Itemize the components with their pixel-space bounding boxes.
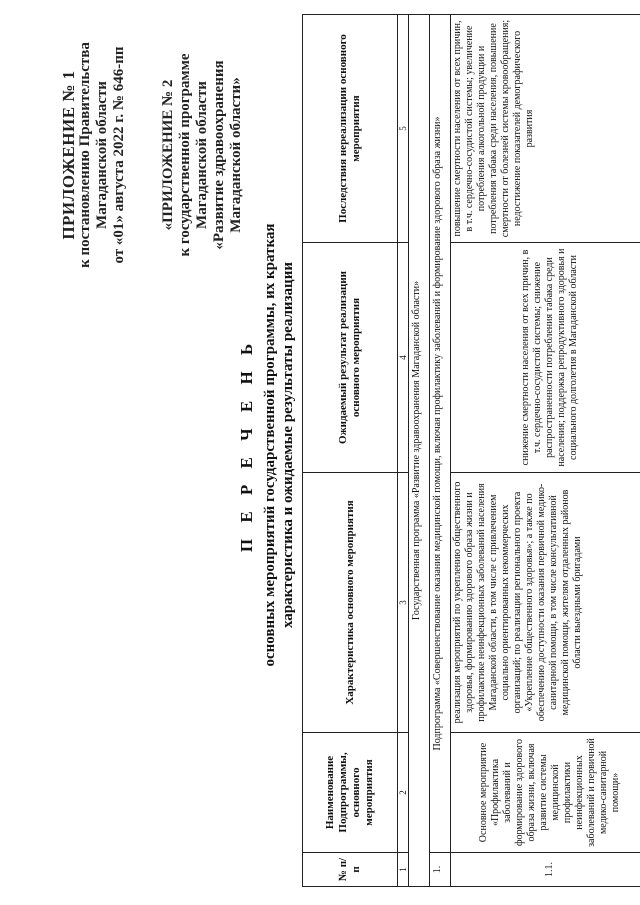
- column-number: 5: [398, 15, 409, 243]
- header-consequences: Последствия нереализации основного мероприятия: [303, 15, 398, 243]
- program-title: Государственная программа «Развитие здравоохранения Магаданской области»: [409, 15, 430, 887]
- title-line-2: характеристика и ожидаемые результаты реализации: [280, 262, 296, 629]
- column-number: 2: [398, 733, 409, 853]
- quoted-appendix-title: «ПРИЛОЖЕНИЕ № 2: [160, 79, 176, 231]
- subprogram-row: [430, 15, 451, 887]
- document-title: [237, 45, 297, 845]
- appendix-line: от «01» августа 2022 г. № 646-пп: [111, 46, 127, 264]
- measure-name: Основное мероприятие «Профилактика заболеваний и формирование здорового образа жизни, включая развитие системы медицинской профилактики неинфекционных заболеваний и первичной медико-санитарной помощи»: [451, 733, 640, 853]
- quoted-appendix-line: к государственной программе: [177, 53, 193, 257]
- measures-table: [302, 14, 640, 887]
- appendix-header: [60, 5, 128, 305]
- header-name: Наименование Подпрограммы, основного мероприятия: [303, 733, 398, 853]
- header-characteristic: Характеристика основного мероприятия: [303, 473, 398, 733]
- column-number: 4: [398, 243, 409, 473]
- measure-consequences: повышение смертности населения от всех причин, в т.ч. сердечно-сосудистой системы; увеличение потребления алкогольной продукции и потребления табака среди населения, повышение смертности от болезней системы кровообращения; недостижение показателей демографического развития: [451, 15, 640, 243]
- header-number: № п/п: [303, 853, 398, 887]
- measure-characteristic: реализация мероприятий по укреплению общественного здоровья, формированию здорового образа жизни и профилактике неинфекционных заболеваний населения Магаданской области, в том числе с привлечением социально ориентированных некоммерческих организаций; по реализации регионального проекта «Укрепление общественного здоровья»; а также по обеспечению доступности оказания первичной медико-санитарной помощи, в том числе консультативной медицинской помощи, жителям отдаленных районов области выездными бригадами: [451, 473, 640, 733]
- measure-number: 1.1.: [451, 853, 640, 887]
- quoted-appendix-line: Магаданской области»: [228, 77, 244, 233]
- subprogram-title: Подпрограмма «Совершенствование оказания медицинской помощи, включая профилактику заболеваний и формирование здорового образа жизни»: [430, 15, 451, 853]
- title-heading: П Е Р Е Ч Е Н Ь: [237, 337, 256, 553]
- subprogram-number: 1.: [430, 853, 451, 887]
- appendix-title: ПРИЛОЖЕНИЕ № 1: [59, 70, 78, 240]
- table-header-row: [303, 15, 398, 887]
- column-number: 1: [398, 853, 409, 887]
- table-row: [451, 15, 640, 887]
- measure-expected-result: снижение смертности населения от всех причин, в т.ч. сердечно-сосудистой системы; снижение распространенности потребления табака среди населения; поддержка репродуктивного здоровья и социального долголетия в Магаданской области: [451, 243, 640, 473]
- appendix-line: Магаданской области: [94, 81, 110, 229]
- program-row: [409, 15, 430, 887]
- quoted-appendix-header: [160, 5, 245, 305]
- appendix-line: к постановлению Правительства: [77, 42, 93, 268]
- header-expected-result: Ожидаемый результат реализации основного мероприятия: [303, 243, 398, 473]
- title-line-1: основных мероприятий государственной программы, их краткая: [262, 223, 278, 667]
- quoted-appendix-line: «Развитие здравоохранения: [211, 60, 227, 250]
- column-numbers-row: [398, 15, 409, 887]
- quoted-appendix-line: Магаданской области: [194, 81, 210, 229]
- column-number: 3: [398, 473, 409, 733]
